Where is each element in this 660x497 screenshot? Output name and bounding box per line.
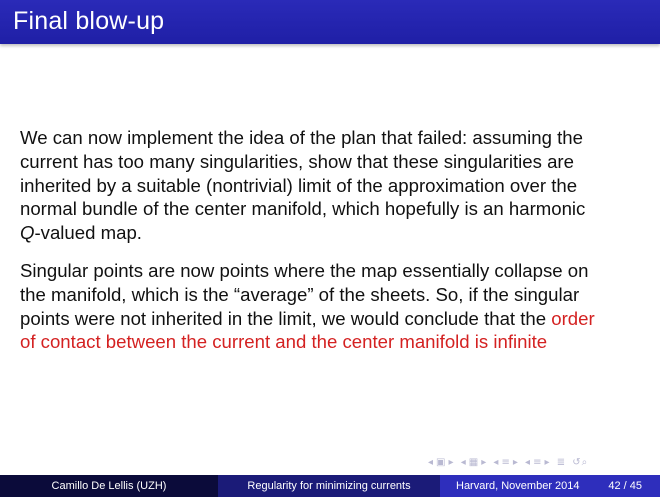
next-section-icon[interactable]: ▸ (512, 457, 519, 468)
search-icon[interactable]: ↺⌕ (572, 457, 589, 468)
beamer-navigation (428, 456, 648, 470)
paragraph-1-line-3: inherited by a suitable (nontrivial) limit of the approximation over the (20, 174, 578, 196)
footer-bar (0, 475, 660, 497)
next-frame-icon[interactable]: ▸ (448, 457, 455, 468)
paragraph-2 (20, 259, 645, 354)
align-icon[interactable]: ≣ (556, 457, 567, 468)
subsection-icon[interactable]: ▦ (468, 457, 480, 468)
paragraph-1-line-4: normal bundle of the center manifold, which hopefully is an harmonic (20, 198, 586, 220)
part-icon[interactable]: ≡ (533, 457, 543, 468)
paragraph-1-line-5-text: -valued map. (34, 222, 142, 244)
alert-text-start: order (551, 307, 595, 329)
paragraph-2-line-1: Singular points are now points where the map essentially collapse on (20, 259, 589, 281)
title-bar (0, 0, 660, 44)
slide-title: Final blow-up (13, 7, 165, 35)
paragraph-1-line-1: We can now implement the idea of the plan that failed: assuming the (20, 127, 583, 148)
q-symbol: Q (20, 222, 35, 244)
footer-page-number: 42 / 45 (608, 480, 642, 492)
footer-right (440, 475, 660, 497)
footer-talk-title: Regularity for minimizing currents (218, 475, 440, 497)
prev-frame-icon[interactable]: ◂ (428, 457, 435, 468)
footer-venue-date: Harvard, November 2014 (456, 480, 580, 492)
footer-author: Camillo De Lellis (UZH) (0, 475, 218, 497)
prev-section-icon[interactable]: ◂ (493, 457, 500, 468)
paragraph-2-line-3 (20, 307, 645, 331)
slide-body (20, 126, 645, 368)
next-part-icon[interactable]: ▸ (544, 457, 551, 468)
paragraph-1 (20, 126, 645, 245)
next-subsection-icon[interactable]: ▸ (481, 457, 488, 468)
alert-text-end: of contact between the current and the center manifold is infinite (20, 331, 548, 353)
paragraph-1-line-5 (20, 221, 645, 245)
section-icon[interactable]: ≡ (501, 457, 511, 468)
prev-subsection-icon[interactable]: ◂ (460, 457, 467, 468)
paragraph-1-line-2: current has too many singularities, show that these singularities are (20, 150, 574, 172)
frame-icon[interactable]: ▣ (436, 457, 447, 468)
prev-part-icon[interactable]: ◂ (525, 457, 532, 468)
paragraph-2-line-2: the manifold, which is the “average” of the sheets. So, if the singular (20, 283, 580, 305)
paragraph-2-line-3-text: points were not inherited in the limit, we would conclude that the (20, 307, 552, 329)
